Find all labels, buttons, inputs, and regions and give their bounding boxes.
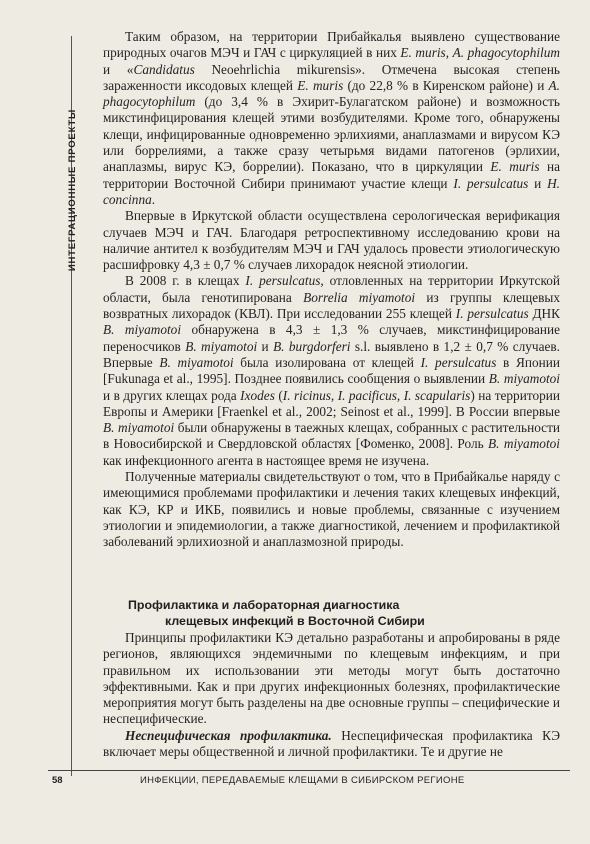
side-label: ИНТЕГРАЦИОННЫЕ ПРОЕКТЫ — [67, 108, 78, 272]
run: ) на территории Европы и Америки [Fraenkel et al., 2002; Seinost et al., 1999]. В России впервые — [103, 387, 560, 419]
run-italic: I. ricinus, I. pacificus, I. scapularis — [282, 387, 471, 403]
run: Neoehrlichia mikurensis». Отмечена высокая степень зараженности иксодовых клещей — [103, 61, 560, 93]
footer-rule — [48, 770, 570, 771]
run: Полученные материалы свидетельствуют о том, что в Прибайкалье наряду с имеющимися проблемами профилактики и лечения таких клещевых инфекций, как КЭ, КР и ИКБ, появились и новые проблемы, связанные с изучением этиологии и эпидемиологии, а также диагностикой, лечением и профилактикой заболеваний эрлихиозной и анаплазмозной природы. — [103, 469, 560, 550]
paragraph — [103, 208, 560, 273]
run: были обнаружены в таежных клещах, собранных с растительности в Новосибирской и Свердловской областях [Фоменко, 2008]. Роль — [103, 420, 561, 452]
run-italic: A. phagocytophilum — [452, 45, 560, 61]
paragraph — [103, 630, 560, 728]
paragraph — [103, 273, 560, 469]
run: . — [151, 191, 156, 207]
run: , отловленных на территории Иркутской области, была генотипирована — [103, 273, 560, 305]
run: В 2008 г. в клещах — [125, 273, 246, 289]
paragraph — [103, 469, 560, 550]
running-title: ИНФЕКЦИИ, ПЕРЕДАВАЕМЫЕ КЛЕЩАМИ В СИБИРСКОМ РЕГИОНЕ — [140, 775, 465, 786]
run: обнаружена в 4,3 ± 1,3 % случаев, микстинфицирование переносчиков — [103, 322, 560, 354]
run-italic: B. miyamotoi — [488, 436, 560, 452]
run: ( — [274, 387, 283, 403]
page-number: 58 — [52, 775, 63, 786]
run-italic: E. muris — [490, 159, 540, 175]
run-italic: A. phagocytophilum — [103, 77, 560, 110]
run-italic: B. miyamotoi — [103, 420, 175, 436]
run-italic: B. miyamotoi — [488, 371, 561, 387]
run: ДНК — [528, 306, 560, 322]
heading-line-1: Профилактика и лабораторная диагностика — [128, 598, 400, 612]
run: в Японии [Fukunaga et al., 1995]. Позднее появились сообщения о выявлении — [103, 354, 560, 387]
run-italic: Borrelia miyamotoi — [303, 289, 416, 305]
run: (до 22,8 % в Киренском районе) и — [343, 77, 549, 93]
run: и — [257, 338, 274, 354]
run-italic: Candidatus — [133, 61, 195, 77]
run-italic: I. persulcatus — [455, 306, 529, 322]
run-italic: I. persulcatus — [245, 273, 321, 289]
run: из группы клещевых возвратных лихорадок (КВЛ). При исследовании 255 клещей — [103, 289, 560, 322]
run-italic: Ixodes — [240, 387, 275, 403]
body-text-2 — [103, 630, 560, 760]
run-italic: I. persulcatus — [420, 354, 497, 370]
run: Неспецифическая профилактика КЭ включает меры общественной и личной профилактики. Те и другие не — [103, 727, 560, 760]
run: Впервые в Иркутской области осуществлена серологическая верификация случаев МЭЧ и ГАЧ. Благодаря ретроспективному исследованию крови на наличие антител к возбудителям МЭЧ и ГАЧ удалось провести этиологическую расшифровку 4,3 ± 0,7 % случаев лихорадок неясной этиологии. — [103, 208, 560, 273]
run: как инфекционного агента в настоящее время не изучена. — [103, 452, 430, 468]
body-text — [103, 29, 560, 551]
run: (до 3,4 % в Эхирит-Булагатском районе) и возможность микстинфицирования клещей этими возбудителями. Кроме того, обнаружены клещи, инфицированные одновременно эрлихиями, анаплазмами и вирусом КЭ или боррелиями, а также сразу четырьмя видами патогенов (эрлихии, анаплазмы, вирус КЭ, боррелии). Показано, что в циркуляции — [103, 94, 560, 175]
run-italic: E. muris — [297, 77, 344, 93]
run-italic: B. burgdorferi — [273, 338, 351, 354]
paragraph — [103, 29, 560, 208]
run-italic: B. miyamotoi — [185, 338, 258, 354]
run: и в других клещах рода — [103, 387, 241, 403]
run: s.l. выявлено в 1,2 ± 0,7 % случаев. Впервые — [103, 338, 560, 370]
run: Принципы профилактики КЭ детально разработаны и апробированы в ряде регионов, являющихся эндемичными по клещевым инфекциям, и при правильном их использовании эти методы могут быть достаточно эффективными. Как и при других инфекционных болезнях, профилактические мероприятия могут быть разделены на две основные группы – специфические и неспецифические. — [103, 630, 560, 727]
run-italic: I. persulcatus — [453, 175, 529, 191]
run-emphasis: Неспецифическая профилактика. — [125, 727, 332, 743]
heading-line-2: клещевых инфекций в Восточной Сибири — [165, 614, 425, 628]
section-heading — [103, 597, 560, 629]
run-italic: E. muris — [400, 45, 446, 61]
run: , — [445, 45, 453, 61]
run: на территории Восточной Сибири принимают участие клещи — [103, 159, 560, 191]
run-italic: B. miyamotoi — [159, 354, 234, 370]
run: и — [528, 175, 548, 191]
run-italic: H. concinna — [103, 175, 561, 207]
run-italic: B. miyamotoi — [103, 322, 182, 338]
run: была изолирована от клещей — [233, 354, 421, 370]
run: Таким образом, на территории Прибайкалья выявлено существование природных очагов МЭЧ и ГАЧ с циркуляцией в них — [103, 29, 560, 61]
run: и « — [103, 61, 134, 77]
paragraph — [103, 728, 560, 761]
